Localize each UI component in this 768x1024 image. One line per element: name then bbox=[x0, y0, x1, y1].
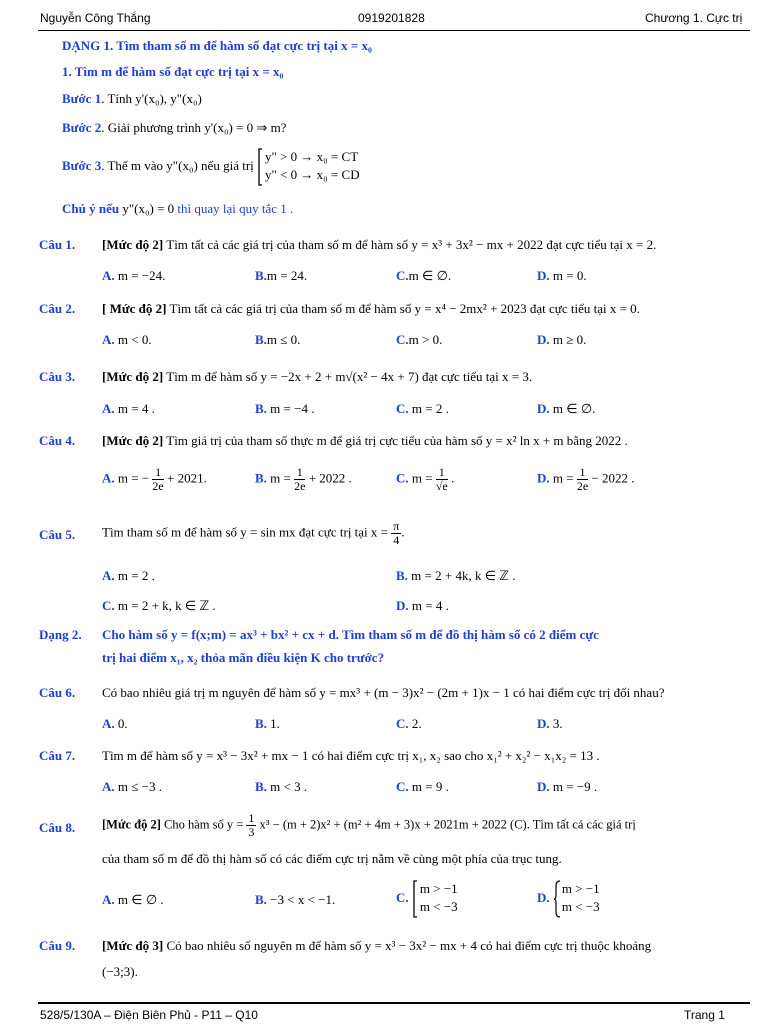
step-3-text: . Thế m vào y"(x₀) nếu giá trị bbox=[101, 158, 254, 173]
step-3 bbox=[62, 148, 360, 184]
question-9-text bbox=[102, 938, 651, 954]
question-8-line-2: của tham số m để đồ thị hàm số có các điểm cực trị nằm về cùng một phía của trục tung. bbox=[102, 851, 562, 866]
bracket-icon bbox=[257, 148, 263, 186]
fraction: $\frac{1}{2e}$ bbox=[576, 465, 589, 493]
question-5-option-b: B. m = 2 + 4k, k ∈ ℤ . bbox=[396, 568, 516, 583]
question-4-option-c: C. m = $\frac{1}{√e}$ . bbox=[396, 465, 455, 493]
question-9-stem: Có bao nhiêu số nguyên m để hàm số y = x³ − 3x² − mx + 4 có hai điểm cực trị thuộc khoảng bbox=[166, 938, 652, 953]
question-7-option-c: C. m = 9 . bbox=[396, 779, 449, 794]
question-1-option-a: A. m = −24. bbox=[102, 268, 166, 283]
step-2-label: Bước 2 bbox=[62, 120, 102, 135]
question-4-number: Câu 4. bbox=[39, 433, 76, 448]
question-4-option-d: D. m = $\frac{1}{2e}$ − 2022 . bbox=[537, 465, 635, 493]
footer-page-number: Trang 1 bbox=[684, 1008, 725, 1022]
question-7-option-b: B. m < 3 . bbox=[255, 779, 308, 794]
question-1-option-c: C.m ∈ ∅. bbox=[396, 268, 452, 283]
question-3-option-a: A. m = 4 . bbox=[102, 401, 155, 416]
question-3-option-b: B. m = −4 . bbox=[255, 401, 315, 416]
footer-address: 528/5/130A – Điện Biên Phủ - P11 – Q10 bbox=[40, 1008, 258, 1022]
question-4-option-b: B. m = $\frac{1}{2e}$ + 2022 . bbox=[255, 465, 352, 493]
question-5-option-a: A. m = 2 . bbox=[102, 568, 155, 583]
step-3-case-ct: y" > 0 → x₀ = CT bbox=[265, 149, 359, 164]
question-6-option-b: B. 1. bbox=[255, 716, 280, 731]
question-1-text bbox=[102, 237, 656, 253]
step-2 bbox=[62, 120, 286, 136]
question-9-level: [Mức độ 3] bbox=[102, 938, 164, 953]
question-6-option-d: D. 3. bbox=[537, 716, 563, 731]
question-5-option-c: C. m = 2 + k, k ∈ ℤ . bbox=[102, 598, 216, 613]
question-3-text bbox=[102, 369, 532, 385]
step-1-text: . Tính y'(x₀), y"(x₀) bbox=[101, 91, 202, 106]
fraction: $\frac{1}{√e}$ bbox=[435, 465, 448, 493]
question-7-text: Tìm m để hàm số y = x³ − 3x² + mx − 1 có hai điểm cực trị x₁, x₂ sao cho x₁² + x₂² − x₁x₂ = 13 . bbox=[102, 748, 600, 763]
question-6-option-a: A. 0. bbox=[102, 716, 128, 731]
header-phone: 0919201828 bbox=[358, 11, 425, 25]
header-author: Nguyễn Công Thắng bbox=[40, 11, 151, 25]
question-2-option-d: D. m ≥ 0. bbox=[537, 332, 587, 347]
dang2-line-2: trị hai điểm x₁, x₂ thỏa mãn điều kiện K cho trước? bbox=[102, 650, 385, 665]
question-7-option-d: D. m = −9 . bbox=[537, 779, 598, 794]
fraction: $\frac{1}{2e}$ bbox=[294, 465, 306, 493]
question-6-option-c: C. 2. bbox=[396, 716, 422, 731]
question-6-text: Có bao nhiêu giá trị m nguyên để hàm số y = mx³ + (m − 3)x² − (2m + 1)x − 1 có hai điểm cực trị đối nhau? bbox=[102, 685, 665, 700]
question-8-option-b: B. −3 < x < −1. bbox=[255, 892, 336, 907]
fraction: $\frac{1}{2e}$ bbox=[152, 465, 164, 493]
question-4-stem: Tìm giá trị của tham số thực m để giá trị cực tiểu của hàm số y = x² ln x + m bằng 2022 . bbox=[166, 433, 628, 448]
question-4-level: [Mức độ 2] bbox=[102, 433, 164, 448]
question-9-number: Câu 9. bbox=[39, 938, 76, 953]
question-3-option-d: D. m ∈ ∅. bbox=[537, 401, 596, 416]
step-3-case-cd: y" < 0 → x₀ = CD bbox=[265, 167, 360, 182]
step-1-label: Bước 1 bbox=[62, 91, 102, 106]
question-2-level: [ Mức độ 2] bbox=[102, 301, 167, 316]
question-2-stem: Tìm tất cả các giá trị của tham số m để hàm số y = x⁴ − 2mx² + 2023 đạt cực tiểu tại x = 0. bbox=[169, 301, 640, 316]
question-5-text: Tìm tham số m để hàm số y = sin mx đạt cực trị tại x = $\frac{\pi}{4}$ . bbox=[102, 519, 405, 547]
dang2-label: Dạng 2. bbox=[39, 627, 82, 642]
question-6-number: Câu 6. bbox=[39, 685, 76, 700]
question-3-stem: Tìm m để hàm số y = −2x + 2 + m√(x² − 4x + 7) đạt cực tiểu tại x = 3. bbox=[166, 369, 533, 384]
curly-brace-icon bbox=[553, 880, 561, 918]
bracket-icon bbox=[412, 880, 418, 918]
question-8-level: [Mức độ 2] bbox=[102, 817, 161, 832]
question-1-stem: Tìm tất cả các giá trị của tham số m để hàm số y = x³ + 3x² − mx + 2022 đạt cực tiểu tại x = 2. bbox=[166, 237, 657, 252]
dang1-title: DẠNG 1. Tìm tham số m để hàm số đạt cực trị tại x = x₀ bbox=[62, 38, 372, 53]
question-8-option-a: A. m ∈ ∅ . bbox=[102, 892, 164, 907]
question-1-option-b: B.m = 24. bbox=[255, 268, 308, 283]
step-2-text: . Giải phương trình y'(x₀) = 0 ⇒ m? bbox=[101, 120, 287, 135]
question-2-text bbox=[102, 301, 640, 317]
note bbox=[62, 201, 293, 217]
question-2-option-a: A. m < 0. bbox=[102, 332, 152, 347]
question-8-option-c: C. m > −1 m < −3 bbox=[396, 880, 458, 916]
question-8-number: Câu 8. bbox=[39, 820, 76, 835]
step-1 bbox=[62, 91, 202, 107]
question-9-line-2: (−3;3). bbox=[102, 964, 138, 979]
note-text: thì quay lại quy tắc 1 . bbox=[177, 201, 294, 216]
question-8-text: [Mức độ 2] Cho hàm số y = $\frac{1}{3}$ x³ − (m + 2)x² + (m² + 4m + 3)x + 2021m + 2022 (C). Tìm tất cả các giá trị bbox=[102, 811, 636, 839]
fraction: $\frac{1}{3}$ bbox=[248, 811, 255, 839]
question-2-number: Câu 2. bbox=[39, 301, 76, 316]
question-4-text bbox=[102, 433, 628, 449]
question-1-option-d: D. m = 0. bbox=[537, 268, 587, 283]
question-3-option-c: C. m = 2 . bbox=[396, 401, 449, 416]
question-2-option-b: B.m ≤ 0. bbox=[255, 332, 301, 347]
question-3-level: [Mức độ 2] bbox=[102, 369, 164, 384]
question-4-option-a: A. m = − $\frac{1}{2e}$ + 2021. bbox=[102, 465, 207, 493]
question-7-option-a: A. m ≤ −3 . bbox=[102, 779, 162, 794]
question-5-option-d: D. m = 4 . bbox=[396, 598, 449, 613]
question-8-option-d: D. m > −1 m < −3 bbox=[537, 880, 600, 916]
dang2-line-1: Cho hàm số y = f(x;m) = ax³ + bx² + cx + d. Tìm tham số m để đồ thị hàm số có 2 điểm cực bbox=[102, 627, 599, 642]
note-label: Chú ý nếu bbox=[62, 201, 120, 216]
header-chapter: Chương 1. Cực trị bbox=[645, 11, 743, 25]
question-7-number: Câu 7. bbox=[39, 748, 76, 763]
dang1-subtitle: 1. Tìm m để hàm số đạt cực trị tại x = x₀ bbox=[62, 64, 284, 79]
note-math: y"(x₀) = 0 bbox=[122, 201, 175, 216]
question-5-stem: Tìm tham số m để hàm số y = sin mx đạt cực trị tại x = bbox=[102, 524, 388, 540]
step-3-label: Bước 3 bbox=[62, 158, 102, 173]
fraction: $\frac{\pi}{4}$ bbox=[393, 519, 400, 547]
header-divider bbox=[38, 30, 750, 31]
question-2-option-c: C.m > 0. bbox=[396, 332, 443, 347]
footer-divider bbox=[38, 1002, 750, 1004]
question-3-number: Câu 3. bbox=[39, 369, 76, 384]
question-5-number: Câu 5. bbox=[39, 527, 76, 542]
question-1-level: [Mức độ 2] bbox=[102, 237, 164, 252]
step-3-cases bbox=[257, 148, 360, 184]
question-1-number: Câu 1. bbox=[39, 237, 76, 252]
